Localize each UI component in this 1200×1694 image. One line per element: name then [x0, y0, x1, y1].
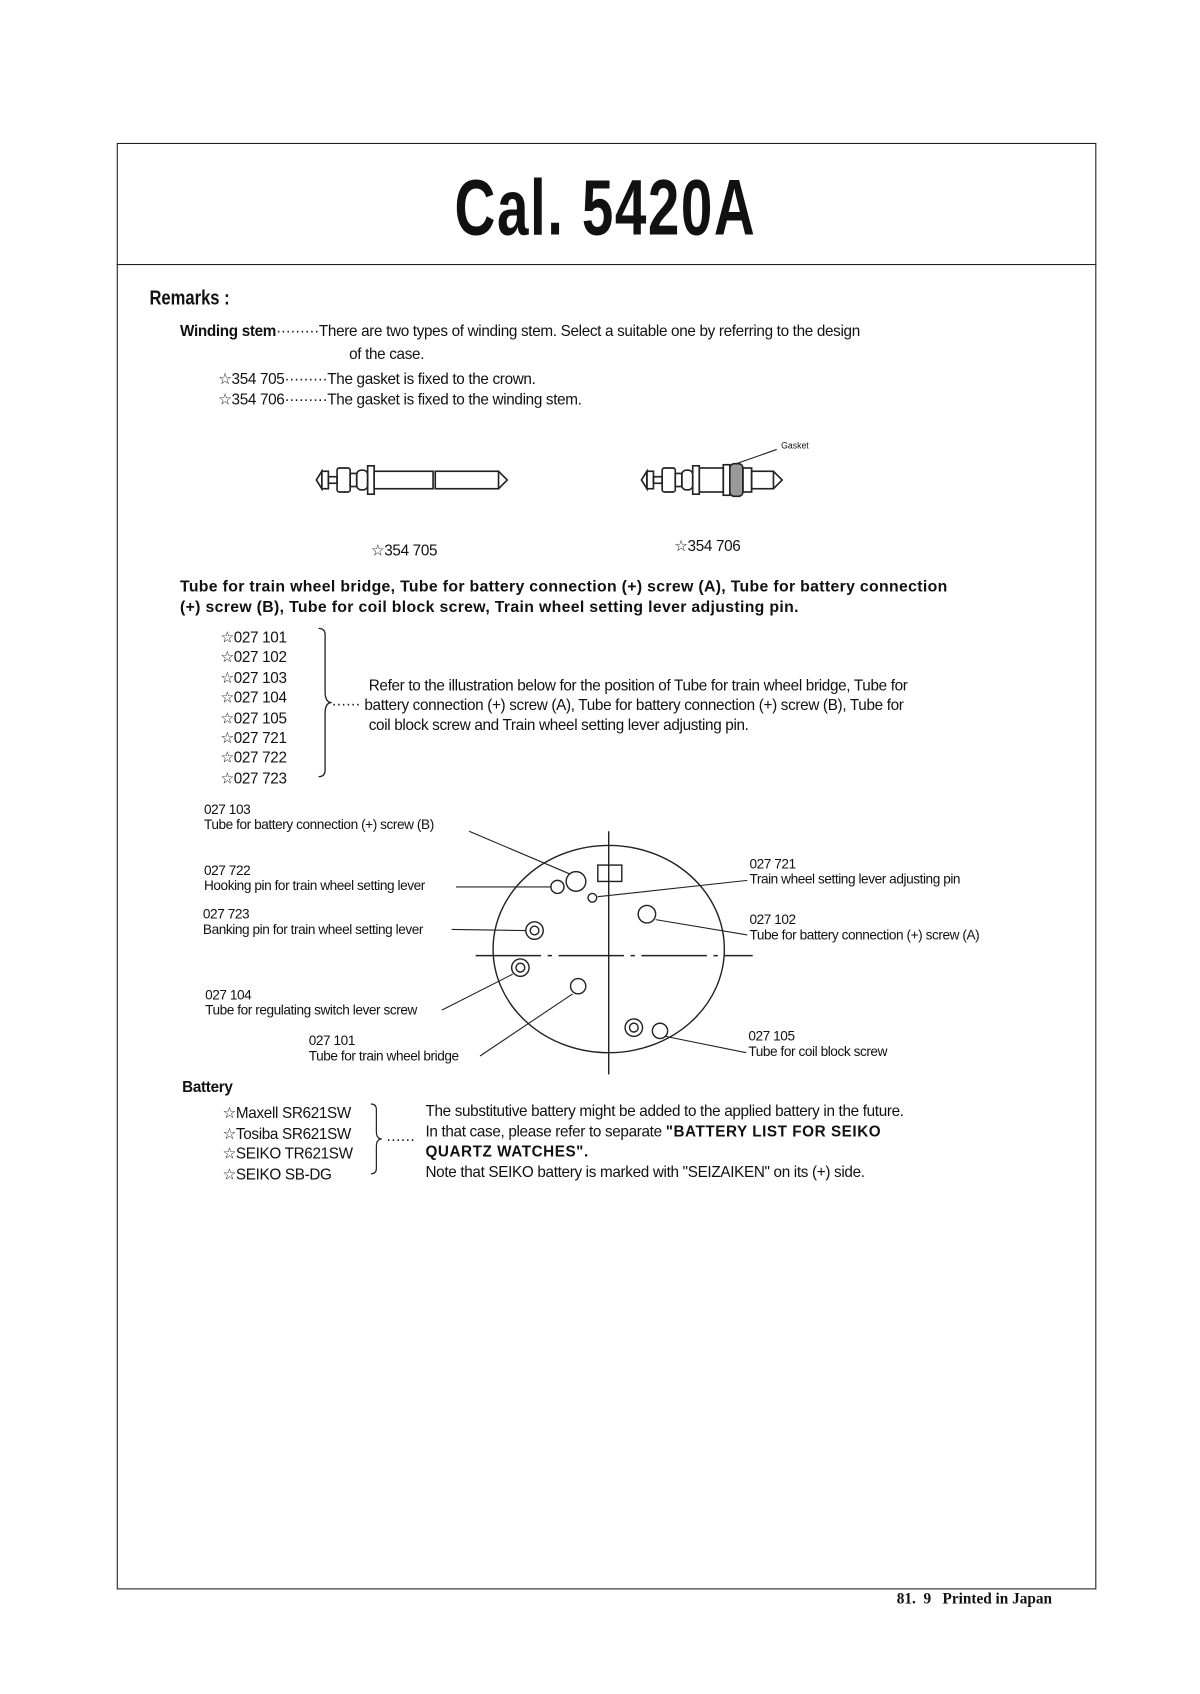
- battery-item: ☆SEIKO TR621SW: [222, 1144, 353, 1162]
- label-number: 027 104: [205, 987, 252, 1003]
- battery-note: [425, 1101, 903, 1182]
- battery-note-line: Note that SEIKO battery is marked with "SEIZAIKEN" on its (+) side.: [425, 1162, 865, 1180]
- gasket-label: Gasket: [781, 440, 809, 451]
- label-027723: [203, 907, 423, 938]
- stem-item-text: The gasket is fixed to the crown.: [327, 369, 536, 388]
- battery-list: [223, 1103, 353, 1184]
- tube-part-list: [220, 627, 286, 788]
- leader-dots: ·········: [276, 321, 319, 340]
- print-footer: 81. 9 Printed in Japan: [896, 1591, 1053, 1608]
- winding-stem-354706-drawing: [641, 449, 782, 496]
- stem-item-text: The gasket is fixed to the winding stem.: [327, 390, 582, 408]
- part-number: ☆027 102: [220, 648, 287, 666]
- label-027102: [749, 912, 979, 943]
- part-number: ☆027 105: [220, 708, 287, 727]
- battery-item: ☆SEIKO SB-DG: [222, 1164, 332, 1182]
- battery-note-line: The substitutive battery might be added to the applied battery in the future.: [425, 1101, 904, 1120]
- battery-list-reference: "BATTERY LIST FOR SEIKO: [665, 1121, 882, 1140]
- tubes-heading-2: (+) screw (B), Tube for coil block screw, Train wheel setting lever adjusting pin.: [179, 598, 799, 617]
- leader-dots: ······: [386, 1130, 415, 1148]
- winding-stem-354705-drawing: [316, 466, 507, 494]
- refer-line: Refer to the illustration below for the position of Tube for train wheel bridge, Tube for: [368, 676, 908, 694]
- label-027722: [204, 863, 425, 894]
- label-027101: [309, 1033, 459, 1064]
- brace: [371, 1104, 382, 1174]
- part-number: ☆027 104: [220, 688, 287, 707]
- stem-caption-354705: ☆354 705: [370, 541, 438, 559]
- winding-stem-text-2: of the case.: [349, 344, 425, 363]
- battery-item: ☆Tosiba SR621SW: [222, 1124, 352, 1142]
- label-number: 027 101: [308, 1033, 355, 1049]
- label-number: 027 102: [749, 911, 796, 928]
- note-text: In that case, please refer to separate: [425, 1121, 666, 1140]
- part-number: ☆354 705: [218, 369, 285, 388]
- label-number: 027 105: [748, 1028, 795, 1044]
- label-desc: Train wheel setting lever adjusting pin: [749, 871, 961, 887]
- battery-item: ☆Maxell SR621SW: [222, 1103, 352, 1122]
- label-027105: [748, 1029, 887, 1060]
- remarks-heading: Remarks :: [149, 286, 230, 310]
- battery-note-line: QUARTZ WATCHES".: [425, 1142, 589, 1160]
- leader-dots: ·········: [284, 369, 328, 388]
- label-number: 027 103: [203, 801, 251, 818]
- winding-stem-label: Winding stem: [179, 321, 277, 340]
- label-number: 027 721: [749, 856, 796, 872]
- brace: [319, 628, 332, 776]
- label-desc: Tube for battery connection (+) screw (A): [749, 927, 980, 943]
- refer-line: coil block screw and Train wheel setting lever adjusting pin.: [368, 715, 749, 734]
- label-number: 027 722: [203, 862, 251, 879]
- label-desc: Hooking pin for train wheel setting lever: [203, 878, 425, 894]
- part-number: ☆027 723: [220, 768, 287, 787]
- battery-heading: Battery: [182, 1077, 233, 1096]
- part-number: ☆027 722: [220, 748, 287, 767]
- part-number: ☆354 706: [218, 390, 285, 408]
- leader-dots: ·········: [284, 390, 328, 408]
- label-desc: Tube for coil block screw: [748, 1043, 888, 1060]
- movement-diagram: [442, 831, 753, 1074]
- label-desc: Tube for battery connection (+) screw (B): [203, 817, 434, 833]
- winding-stem-text: There are two types of winding stem. Select a suitable one by referring to the design: [318, 321, 860, 340]
- part-number: ☆027 103: [220, 668, 287, 686]
- stem-caption-354706: ☆354 706: [674, 536, 741, 555]
- label-desc: Tube for train wheel bridge: [308, 1048, 459, 1064]
- refer-text: [364, 675, 908, 734]
- label-desc: Banking pin for train wheel setting lever: [202, 921, 424, 938]
- page-title: Cal. 5420A: [454, 164, 757, 252]
- label-027104: [205, 987, 417, 1018]
- label-027721: [749, 856, 960, 887]
- label-027103: [204, 802, 434, 833]
- tubes-heading-1: Tube for train wheel bridge, Tube for battery connection (+) screw (A), Tube for battery connection: [179, 578, 948, 596]
- label-number: 027 723: [202, 906, 250, 922]
- refer-line: battery connection (+) screw (A), Tube for battery connection (+) screw (B), Tube for: [364, 695, 904, 714]
- battery-note-line: [425, 1121, 903, 1141]
- leader-dots: ······: [331, 694, 361, 713]
- label-desc: Tube for regulating switch lever screw: [205, 1002, 417, 1018]
- part-number: ☆027 721: [220, 728, 287, 747]
- part-number: ☆027 101: [220, 628, 287, 646]
